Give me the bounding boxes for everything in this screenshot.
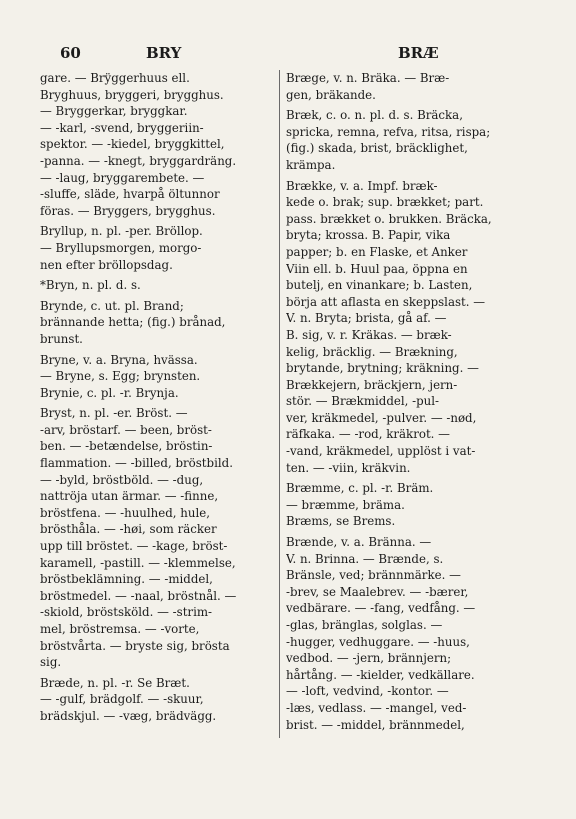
text-line: bröstvårta. — bryste sig, brösta bbox=[40, 638, 230, 653]
text-line: Brynie, c. pl. -r. Brynja. bbox=[40, 385, 179, 400]
text-line: brännande hetta; (fig.) brånad, bbox=[40, 315, 226, 330]
text-line: Bræk, c. o. n. pl. d. s. Bräcka, bbox=[286, 108, 463, 123]
right-guide-word: BRÆ bbox=[398, 44, 439, 62]
text-line: -arv, bröstarf. — been, bröst- bbox=[40, 422, 212, 437]
text-line: hårtång. — -kielder, vedkällare. bbox=[286, 667, 475, 682]
text-line: — Bryne, s. Egg; brynsten. bbox=[40, 369, 201, 384]
text-line: kede o. brak; sup. brækket; part. bbox=[286, 195, 484, 210]
text-line: gen, bräkande. bbox=[286, 87, 376, 102]
text-line: spektor. — -kiedel, bryggkittel, bbox=[40, 137, 225, 152]
text-line: — -karl, -svend, bryggeriin- bbox=[40, 120, 204, 135]
left-guide-word: BRY bbox=[146, 44, 182, 62]
text-line: upp till bröstet. — -kage, bröst- bbox=[40, 539, 228, 554]
text-line: Brækkejern, bräckjern, jern- bbox=[286, 377, 458, 392]
text-line: -vand, kräkmedel, upplöst i vat- bbox=[286, 444, 476, 459]
text-line: bryta; krossa. B. Papir, vika bbox=[286, 228, 451, 243]
text-line: vedbod. — -jern, brännjern; bbox=[286, 651, 452, 666]
text-line: -brev, se Maalebrev. — -bærer, bbox=[286, 584, 469, 599]
text-line: (fig.) skada, brist, bräcklighet, bbox=[286, 141, 468, 156]
text-line: ten. — -viin, kräkvin. bbox=[286, 460, 411, 475]
text-line: pass. brækket o. brukken. Bräcka, bbox=[286, 211, 492, 226]
text-line: Brynde, c. ut. pl. Brand; bbox=[40, 298, 184, 313]
left-column bbox=[40, 70, 288, 725]
text-line: räfkaka. — -rod, kräkrot. — bbox=[286, 427, 450, 442]
text-line: sig. bbox=[40, 655, 62, 670]
text-line: -hugger, vedhuggare. — -huus, bbox=[286, 634, 470, 649]
text-line: V. n. Bryta; brista, gå af. — bbox=[286, 311, 447, 326]
text-line: -skiold, bröstsköld. — -strim- bbox=[40, 605, 213, 620]
text-line: Bränsle, ved; brännmärke. — bbox=[286, 568, 461, 583]
text-line: vedbärare. — -fang, vedfång. — bbox=[286, 601, 476, 616]
text-line: Brække, v. a. Impf. bræk- bbox=[286, 178, 438, 193]
text-line: — -gulf, brädgolf. — -skuur, bbox=[40, 692, 204, 707]
text-line: karamell, -pastill. — -klemmelse, bbox=[40, 555, 236, 570]
text-line: Bryllup, n. pl. -per. Bröllop. bbox=[40, 224, 203, 239]
page-header bbox=[0, 44, 576, 66]
text-line: nattröja utan ärmar. — -finne, bbox=[40, 489, 219, 504]
text-line: — -loft, vedvind, -kontor. — bbox=[286, 684, 449, 699]
text-line: ver, kräkmedel, -pulver. — -nød, bbox=[286, 410, 477, 425]
text-line: — Bryggerkar, bryggkar. bbox=[40, 104, 188, 119]
text-line: Bræde, n. pl. -r. Se Bræt. bbox=[40, 675, 190, 690]
text-line: Bryst, n. pl. -er. Bröst. — bbox=[40, 406, 188, 421]
text-line: mel, bröstremsa. — -vorte, bbox=[40, 622, 200, 636]
text-line: Bryghuus, bryggeri, brygghus. bbox=[40, 87, 224, 102]
text-line: spricka, remna, refva, ritsa, rispa; bbox=[286, 124, 491, 139]
text-line: föras. — Bryggers, brygghus. bbox=[40, 203, 216, 218]
text-line: brunst. bbox=[40, 331, 83, 346]
text-line: Bræge, v. n. Bräka. — Bræ- bbox=[286, 71, 450, 85]
text-line: butelj, en vinankare; b. Lasten, bbox=[286, 278, 473, 293]
text-line: V. n. Brinna. — Brænde, s. bbox=[286, 551, 444, 566]
text-line: -læs, vedlass. — -mangel, ved- bbox=[286, 700, 467, 715]
text-line: gare. — Brÿggerhuus ell. bbox=[40, 71, 190, 85]
text-line: ben. — -betændelse, bröstin- bbox=[40, 439, 213, 454]
text-line: -sluffe, släde, hvarpå öltunnor bbox=[40, 187, 220, 202]
text-line: -glas, bränglas, solglas. — bbox=[286, 618, 443, 632]
text-line: kelig, bräcklig. — Brækning, bbox=[286, 344, 458, 359]
text-line: brist. — -middel, brännmedel, bbox=[286, 717, 465, 732]
text-line: brädskjul. — -væg, brädvägg. bbox=[40, 708, 217, 723]
text-line: papper; b. en Flaske, et Anker bbox=[286, 244, 468, 259]
text-line: bröstbeklämning. — -middel, bbox=[40, 572, 213, 587]
text-line: stör. — Brækmiddel, -pul- bbox=[286, 394, 440, 409]
right-column bbox=[286, 70, 538, 733]
text-line: Bræms, se Brems. bbox=[286, 514, 396, 529]
text-line: *Bryn, n. pl. d. s. bbox=[40, 278, 141, 293]
text-line: börja att aflasta en skeppslast. — bbox=[286, 294, 486, 309]
text-line: nen efter bröllopsdag. bbox=[40, 257, 173, 272]
text-line: bröstmedel. — -naal, bröstnål. — bbox=[40, 588, 237, 603]
text-line: Bryne, v. a. Bryna, hvässa. bbox=[40, 352, 198, 367]
text-line: brytande, brytning; kräkning. — bbox=[286, 361, 479, 376]
text-line: Viin ell. b. Huul paa, öppna en bbox=[286, 261, 468, 276]
text-line: — -laug, bryggarembete. — bbox=[40, 170, 205, 185]
text-line: — bræmme, bräma. bbox=[286, 497, 405, 512]
text-line: brösthåla. — -høi, som räcker bbox=[40, 522, 217, 537]
text-line: — Bryllupsmorgen, morgo- bbox=[40, 240, 202, 255]
text-line: krämpa. bbox=[286, 157, 336, 172]
text-line: flammation. — -billed, bröstbild. bbox=[40, 456, 233, 471]
page-number: 60 bbox=[60, 44, 81, 62]
text-line: — -byld, bröstböld. — -dug, bbox=[40, 472, 204, 487]
column-divider bbox=[279, 70, 280, 738]
text-line: Brænde, v. a. Bränna. — bbox=[286, 535, 432, 550]
text-line: Bræmme, c. pl. -r. Bräm. bbox=[286, 481, 434, 496]
text-line: B. sig, v. r. Kräkas. — bræk- bbox=[286, 327, 452, 342]
text-line: bröstfena. — -huulhed, hule, bbox=[40, 505, 210, 520]
text-line: -panna. — -knegt, bryggardräng. bbox=[40, 153, 237, 168]
